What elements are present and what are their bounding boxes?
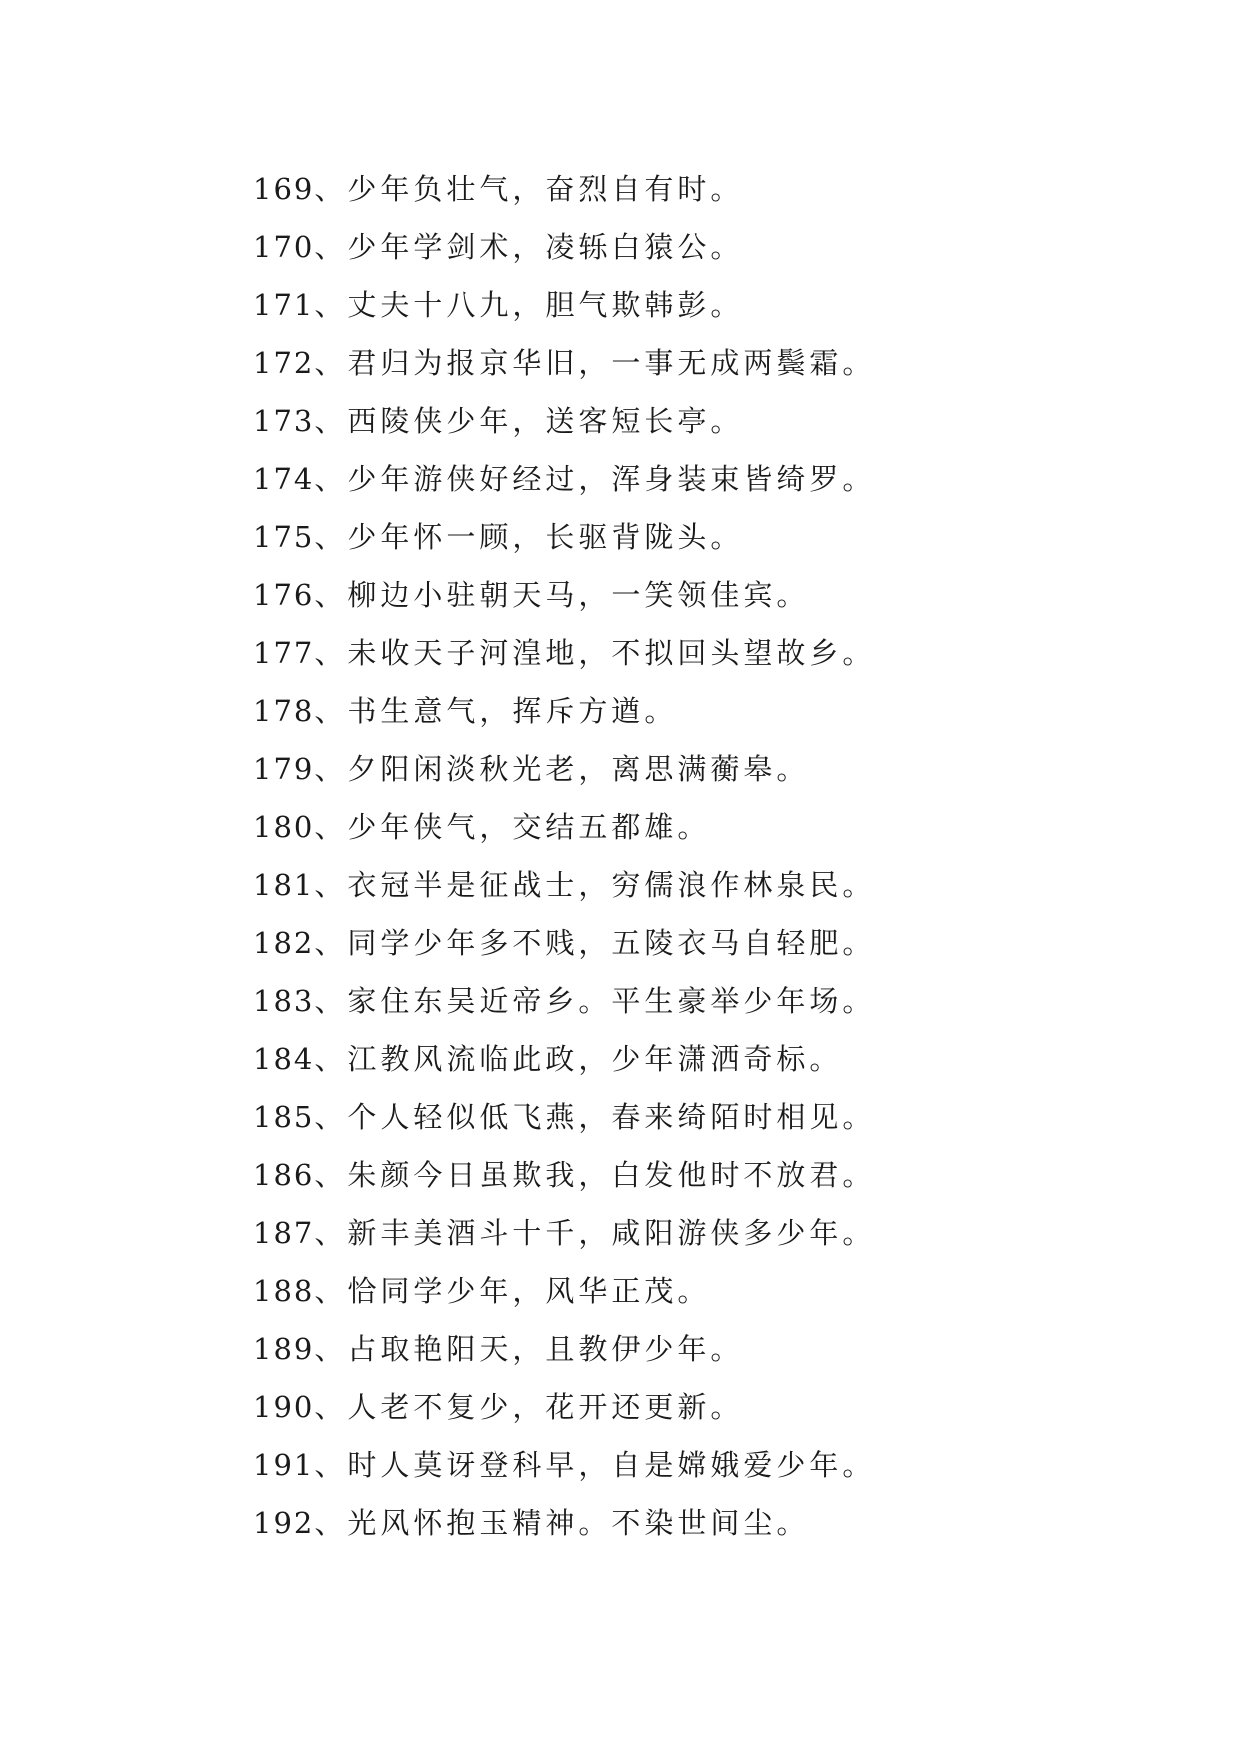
quote-separator: 、 <box>314 1448 348 1482</box>
quote-text: 新丰美酒斗十千，咸阳游侠多少年。 <box>347 1216 876 1250</box>
quote-separator: 、 <box>314 172 348 206</box>
quote-text: 少年怀一顾，长驱背陇头。 <box>347 520 744 554</box>
quote-separator: 、 <box>314 520 348 554</box>
quote-text: 书生意气，挥斥方遒。 <box>347 694 678 728</box>
quote-separator: 、 <box>314 1100 348 1134</box>
quote-number: 188 <box>253 1274 315 1308</box>
quote-text: 君归为报京华旧，一事无成两鬓霜。 <box>347 346 876 380</box>
quote-line <box>253 392 875 450</box>
quote-number: 171 <box>253 288 315 322</box>
quote-text: 个人轻似低飞燕，春来绮陌时相见。 <box>347 1100 876 1134</box>
quote-line <box>253 508 875 566</box>
quote-separator: 、 <box>314 636 348 670</box>
quote-separator: 、 <box>314 346 348 380</box>
quote-line <box>253 1436 875 1494</box>
quote-line <box>253 1494 875 1552</box>
quote-separator: 、 <box>314 984 348 1018</box>
quote-text: 少年学剑术，凌轹白猿公。 <box>347 230 744 264</box>
quote-number: 170 <box>253 230 315 264</box>
quote-line <box>253 972 875 1030</box>
quote-number: 190 <box>253 1390 315 1424</box>
quote-line <box>253 1146 875 1204</box>
quote-separator: 、 <box>314 1042 348 1076</box>
quote-text: 光风怀抱玉精神。不染世间尘。 <box>347 1506 810 1540</box>
quote-separator: 、 <box>314 578 348 612</box>
quote-text: 时人莫讶登科早，自是嫦娥爱少年。 <box>347 1448 876 1482</box>
quote-separator: 、 <box>314 810 348 844</box>
quote-number: 179 <box>253 752 315 786</box>
quote-number: 181 <box>253 868 315 902</box>
quote-line <box>253 1320 875 1378</box>
quote-line <box>253 740 875 798</box>
quote-number: 182 <box>253 926 315 960</box>
quote-line <box>253 218 875 276</box>
quote-number: 172 <box>253 346 315 380</box>
quote-line <box>253 1204 875 1262</box>
quote-number: 184 <box>253 1042 315 1076</box>
quote-separator: 、 <box>314 230 348 264</box>
quote-number: 191 <box>253 1448 315 1482</box>
quote-text: 西陵侠少年，送客短长亭。 <box>347 404 744 438</box>
quote-number: 174 <box>253 462 315 496</box>
quote-line <box>253 1262 875 1320</box>
quote-separator: 、 <box>314 752 348 786</box>
quote-number: 185 <box>253 1100 315 1134</box>
quote-line <box>253 914 875 972</box>
quote-text: 少年游侠好经过，浑身装束皆绮罗。 <box>347 462 876 496</box>
quote-line <box>253 1030 875 1088</box>
quote-line <box>253 566 875 624</box>
quote-text: 夕阳闲淡秋光老，离思满蘅皋。 <box>347 752 810 786</box>
quote-line <box>253 334 875 392</box>
quote-text: 恰同学少年，风华正茂。 <box>347 1274 711 1308</box>
quote-text: 同学少年多不贱，五陵衣马自轻肥。 <box>347 926 876 960</box>
quote-number: 177 <box>253 636 315 670</box>
quote-number: 173 <box>253 404 315 438</box>
quote-number: 178 <box>253 694 315 728</box>
quote-line <box>253 276 875 334</box>
quote-text: 家住东吴近帝乡。平生豪举少年场。 <box>347 984 876 1018</box>
quote-text: 少年侠气，交结五都雄。 <box>347 810 711 844</box>
quote-number: 175 <box>253 520 315 554</box>
quote-separator: 、 <box>314 926 348 960</box>
quote-text: 朱颜今日虽欺我，白发他时不放君。 <box>347 1158 876 1192</box>
quote-text: 丈夫十八九，胆气欺韩彭。 <box>347 288 744 322</box>
quote-number: 180 <box>253 810 315 844</box>
quote-text: 少年负壮气，奋烈自有时。 <box>347 172 744 206</box>
quote-line <box>253 1088 875 1146</box>
quote-separator: 、 <box>314 1274 348 1308</box>
quote-number: 176 <box>253 578 315 612</box>
quote-separator: 、 <box>314 1390 348 1424</box>
quote-number: 169 <box>253 172 315 206</box>
quote-list <box>253 160 875 1552</box>
quote-text: 占取艳阳天，且教伊少年。 <box>347 1332 744 1366</box>
quote-separator: 、 <box>314 868 348 902</box>
quote-number: 183 <box>253 984 315 1018</box>
quote-number: 192 <box>253 1506 315 1540</box>
quote-text: 人老不复少，花开还更新。 <box>347 1390 744 1424</box>
quote-separator: 、 <box>314 1506 348 1540</box>
quote-separator: 、 <box>314 404 348 438</box>
quote-number: 189 <box>253 1332 315 1366</box>
quote-line <box>253 450 875 508</box>
quote-line <box>253 1378 875 1436</box>
quote-line <box>253 160 875 218</box>
quote-number: 186 <box>253 1158 315 1192</box>
quote-line <box>253 682 875 740</box>
quote-separator: 、 <box>314 1216 348 1250</box>
quote-separator: 、 <box>314 1158 348 1192</box>
quote-text: 江教风流临此政，少年潇洒奇标。 <box>347 1042 843 1076</box>
quote-number: 187 <box>253 1216 315 1250</box>
quote-line <box>253 798 875 856</box>
quote-separator: 、 <box>314 462 348 496</box>
quote-separator: 、 <box>314 288 348 322</box>
quote-line <box>253 624 875 682</box>
quote-text: 未收天子河湟地，不拟回头望故乡。 <box>347 636 876 670</box>
quote-separator: 、 <box>314 694 348 728</box>
quote-line <box>253 856 875 914</box>
quote-separator: 、 <box>314 1332 348 1366</box>
quote-text: 柳边小驻朝天马，一笑领佳宾。 <box>347 578 810 612</box>
quote-text: 衣冠半是征战士，穷儒浪作林泉民。 <box>347 868 876 902</box>
